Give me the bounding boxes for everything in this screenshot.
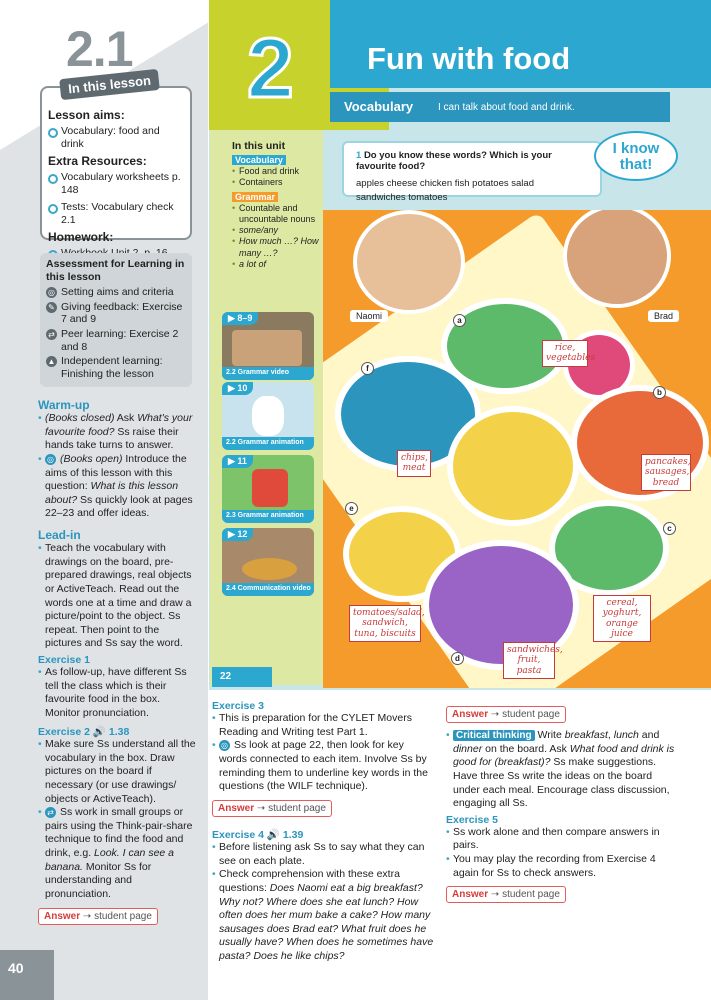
page-number: 40 [8, 960, 24, 976]
aim-item: Vocabulary: food and drink [48, 125, 184, 151]
afl-item: ⇄ Peer learning: Exercise 2 and 8 [46, 328, 186, 353]
right-notes [446, 706, 676, 903]
letter-c: c [663, 522, 676, 535]
warmup-section [38, 398, 196, 521]
label-e: tomatoes/salad, sandwich, tuna, biscuits [349, 605, 421, 642]
exercise3-item: • This is preparation for the CYLET Movers Reading and Writing test Part 1. [212, 712, 434, 739]
exercise2-item: • Make sure Ss understand all the vocabulary in the box. Draw pictures on the board if necessary (or use drawings/ objects or ActiveTeach). [38, 738, 196, 806]
video-thumb[interactable]: ▶ 12 2.4 Communication video [222, 528, 314, 596]
exercise1-item: • As follow-up, have different Ss tell the class which is their favourite food in the box. Monitor pronunciation. [38, 666, 196, 721]
warmup-item: • (Books closed) Ask What's your favourite food? Ss raise their hands take turns to answer. [38, 412, 196, 453]
exercise3-title: Exercise 3 [212, 700, 264, 712]
exercise2-item: • ⇄ Ss work in small groups or pairs using the Think-pair-share technique to find the food and drink, e.g. Look. I can see a banana. Monitor Ss for understanding and pronunciation. [38, 806, 196, 901]
exercise2-title: Exercise 2 🔊 1.38 [38, 726, 130, 738]
exercise3-notes [212, 700, 434, 817]
leadin-title: Lead-in [38, 528, 81, 542]
answer-box: Answer ➝ student page [446, 886, 676, 903]
lesson-aims-box [40, 86, 192, 244]
label-a: rice, vegetables [542, 340, 588, 367]
exercise1-word-box [342, 141, 602, 203]
food-illustration [323, 210, 711, 688]
letter-b: b [653, 386, 666, 399]
audio-icon[interactable]: 🔊 [266, 829, 280, 841]
unit-item: • Food and drink [232, 166, 323, 177]
exercise4-item: • Before listening ask Ss to say what they can see on each plate. [212, 841, 434, 868]
student-page-number: 22 [212, 667, 272, 687]
i-know-that-bubble: I know that! [594, 131, 678, 181]
homework-title: Homework: [48, 229, 114, 244]
exercise2-notes [38, 725, 196, 925]
independent-icon: ▲ [47, 357, 56, 367]
label-f: chips, meat [397, 450, 431, 477]
play-icon[interactable]: ▶ 11 [222, 455, 253, 468]
warmup-item: • ◎ (Books open) Introduce the aims of this lesson with this question: What is this lesson about? Ss quickly look at pages 22–23 and offer ideas. [38, 453, 196, 521]
audio-icon[interactable]: 🔊 [92, 726, 106, 738]
exercise4-item: • Check comprehension with these extra questions: Does Naomi eat a big breakfast? Why not? Where does she eat lunch? How often does her mum bake a cake? How many sausages does Brad eat? What fruit does he usually have? When does he sometimes have pasta? Does he like chips? [212, 868, 434, 963]
grammar-tag: Grammar [232, 192, 278, 202]
exercise1-question: 1 Do you know these words? Which is your favourite food? [356, 150, 552, 172]
play-icon[interactable]: ▶ 8–9 [222, 312, 258, 325]
critical-thinking-item: • Critical thinking Write breakfast, lunch and dinner on the board. Ask What food and drink is good for (breakfast)? Ss make suggestions. Have three Ss write the ideas on the board under each meal. Encourage class discussion, engaging all Ss. [446, 729, 676, 811]
resource-item: Tests: Vocabulary check 2.1 [48, 201, 184, 227]
exercise4-title: Exercise 4 🔊 1.39 [212, 829, 304, 841]
unit-item: • a lot of [232, 259, 323, 270]
vocab-tag: Vocabulary [232, 155, 286, 165]
critical-thinking-badge: Critical thinking [453, 730, 535, 741]
naomi-label: Naomi [350, 310, 388, 322]
unit-box-title: In this unit [232, 140, 286, 152]
video-thumb[interactable]: ▶ 8–9 2.2 Grammar video [222, 312, 314, 380]
feedback-icon: ✎ [46, 302, 57, 313]
exercise3-item: • ◎ Ss look at page 22, then look for key words connected to each item. Involve Ss by reminding them to underline key words in the questions (the WILF technique). [212, 739, 434, 794]
video-thumb[interactable]: ▶ 10 2.2 Grammar animation [222, 382, 314, 450]
peer-icon: ⇄ [46, 329, 57, 340]
unit-item: • Countable and uncountable nouns [232, 203, 323, 226]
play-icon[interactable]: ▶ 12 [222, 528, 253, 541]
answer-box: Answer ➝ student page [38, 908, 196, 925]
exercise1-notes [38, 654, 196, 721]
center-plate [447, 406, 579, 526]
naomi-photo [353, 210, 465, 314]
target-icon: ◎ [219, 740, 230, 751]
assessment-title: Assessment for Learning in this lesson [46, 258, 185, 283]
exercise5-item: • Ss work alone and then compare answers in pairs. [446, 826, 676, 853]
exercise5-title: Exercise 5 [446, 813, 498, 826]
assessment-box [40, 253, 192, 387]
label-c: cereal, yoghurt, orange juice [593, 595, 651, 642]
brad-label: Brad [648, 310, 679, 322]
brad-photo [563, 210, 671, 308]
exercise4-notes [212, 828, 434, 964]
vocabulary-aim: I can talk about food and drink. [438, 102, 575, 113]
aims-title: Lesson aims: [48, 108, 125, 122]
label-d: sandwiches, fruit, pasta [503, 642, 555, 679]
video-thumb[interactable]: ▶ 11 2.3 Grammar animation [222, 455, 314, 523]
exercise1-words: apples cheese chicken fish potatoes salad [356, 178, 534, 189]
answer-box: Answer ➝ student page [446, 706, 676, 723]
resources-title: Extra Resources: [48, 154, 147, 169]
afl-item: ✎ Giving feedback: Exercise 7 and 9 [46, 301, 186, 326]
letter-f: f [361, 362, 374, 375]
exercise5-item: • You may play the recording from Exercise 4 again for Ss to check answers. [446, 853, 676, 880]
unit-item: • Containers [232, 177, 323, 188]
leadin-item: • Teach the vocabulary with drawings on the board, pre-prepared drawings, real objects or ActiveTeach. Read out the words one at a time and draw a picture/point to the object. Ss repeat. Then point to the pictures and Ss say the word. [38, 542, 196, 651]
letter-e: e [345, 502, 358, 515]
letter-d: d [451, 652, 464, 665]
in-this-lesson-tag: In this lesson [59, 69, 160, 100]
unit-item: • How much …? How many …? [232, 236, 323, 259]
lesson-number: 2.1 [66, 21, 133, 77]
peer-icon: ⇄ [45, 807, 56, 818]
afl-item: ◎ Setting aims and criteria [48, 286, 174, 299]
target-icon: ◎ [45, 454, 56, 465]
exercise1-words: sandwiches tomatoes [356, 192, 448, 203]
answer-box: Answer ➝ student page [212, 800, 434, 817]
unit-title: Fun with food [367, 41, 571, 76]
warmup-title: Warm-up [38, 398, 90, 412]
resource-item: Vocabulary worksheets p. 148 [48, 171, 184, 197]
unit-number: 2 [247, 21, 294, 115]
label-b: pancakes, sausages, bread [641, 454, 691, 491]
vocabulary-label: Vocabulary [344, 99, 414, 114]
target-icon: ◎ [46, 287, 57, 298]
letter-a: a [453, 314, 466, 327]
unit-item: • some/any [232, 225, 323, 236]
leadin-section [38, 528, 196, 651]
exercise1-title: Exercise 1 [38, 654, 90, 666]
vocabulary-band [330, 92, 670, 122]
play-icon[interactable]: ▶ 10 [222, 382, 253, 395]
afl-item: ▲ Independent learning: Finishing the lesson [47, 355, 163, 380]
